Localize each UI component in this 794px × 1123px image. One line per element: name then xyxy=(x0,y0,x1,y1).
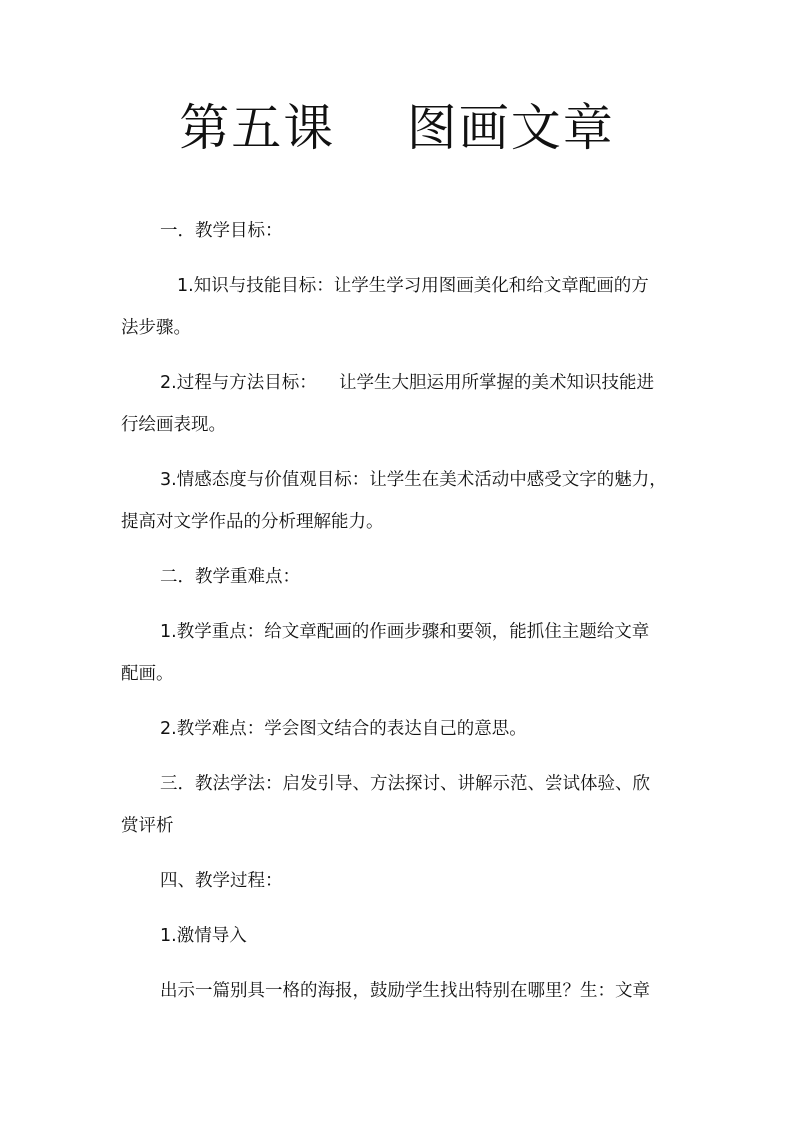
paragraph-line: 配画。 xyxy=(121,664,174,684)
paragraph-line: 行绘画表现。 xyxy=(121,415,226,435)
section-heading-key-points: 二．教学重难点： xyxy=(160,567,300,587)
paragraph-line: 法步骤。 xyxy=(121,318,191,338)
paragraph-line: 2.教学难点：学会图文结合的表达自己的意思。 xyxy=(160,719,527,739)
paragraph-line: 1.激情导入 xyxy=(160,926,247,946)
paragraph-line: 2.过程与方法目标： 让学生大胆运用所掌握的美术知识技能进 xyxy=(160,373,654,393)
section-heading-methods: 三．教法学法：启发引导、方法探讨、讲解示范、尝试体验、欣 xyxy=(160,774,650,794)
paragraph-line: 提高对文学作品的分析理解能力。 xyxy=(121,512,384,532)
page-title: 第五课 图画文章 xyxy=(179,99,615,157)
paragraph-line: 出示一篇别具一格的海报，鼓励学生找出特别在哪里？生：文章 xyxy=(160,981,650,1001)
paragraph-line: 1.知识与技能目标：让学生学习用图画美化和给文章配画的方 xyxy=(177,276,649,296)
section-heading-objectives: 一．教学目标： xyxy=(160,221,283,241)
section-heading-process: 四、教学过程： xyxy=(160,871,283,891)
paragraph-line: 1.教学重点：给文章配画的作画步骤和要领，能抓住主题给文章 xyxy=(160,622,650,642)
paragraph-line: 3.情感态度与价值观目标：让学生在美术活动中感受文字的魅力， xyxy=(160,470,667,490)
paragraph-line: 赏评析 xyxy=(121,816,174,836)
